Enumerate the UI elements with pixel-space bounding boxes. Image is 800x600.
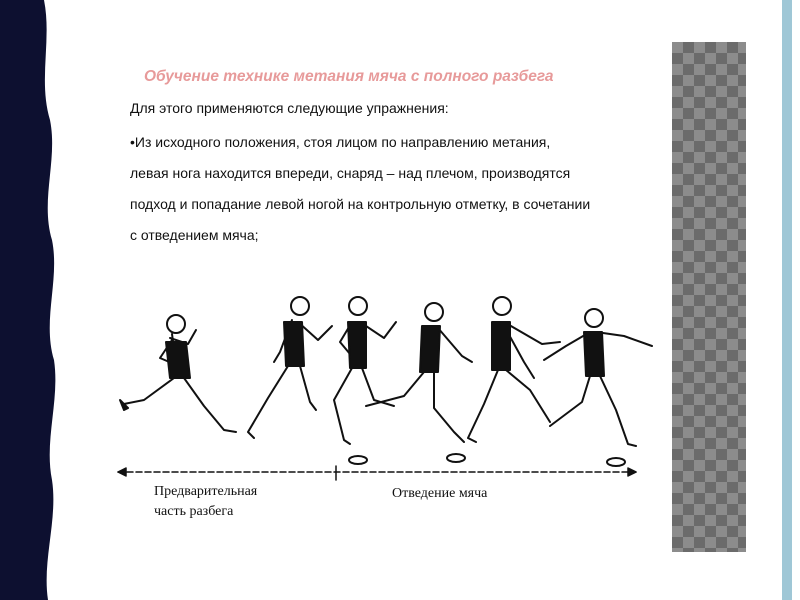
athlete-figure-4	[366, 303, 472, 442]
caption-preliminary-line1: Предварительная	[154, 484, 258, 499]
bullet-line-1: •Из исходного положения, стоя лицом по направлению метания,	[130, 134, 551, 150]
bullet-line-3: подход и попадание левой ногой на контрольную отметку, в сочетании	[130, 196, 591, 212]
ground-mark-1	[349, 456, 367, 464]
caption-ball-withdrawal: Отведение мяча	[392, 486, 488, 501]
bullet-line-2: левая нога находится впереди, снаряд – над плечом, производятся	[130, 165, 571, 181]
left-decorative-band	[0, 0, 60, 600]
athlete-figure-1	[120, 315, 236, 432]
caption-preliminary-line2: часть разбега	[154, 504, 234, 519]
checkered-panel	[672, 42, 746, 552]
athlete-figure-2	[248, 297, 332, 438]
ground-mark-3	[607, 458, 625, 466]
right-accent-stripe	[780, 0, 800, 600]
ground-mark-2	[447, 454, 465, 462]
slide-title: Обучение технике метания мяча с полного разбега	[144, 68, 554, 85]
phase-baseline	[118, 466, 636, 480]
athlete-figure-6	[544, 309, 652, 446]
athlete-figure-5	[468, 297, 560, 442]
athlete-figure-3	[334, 297, 396, 444]
slide-content	[60, 42, 672, 552]
bullet-line-4: с отведением мяча;	[130, 227, 259, 243]
intro-text: Для этого применяются следующие упражнения:	[130, 100, 449, 116]
